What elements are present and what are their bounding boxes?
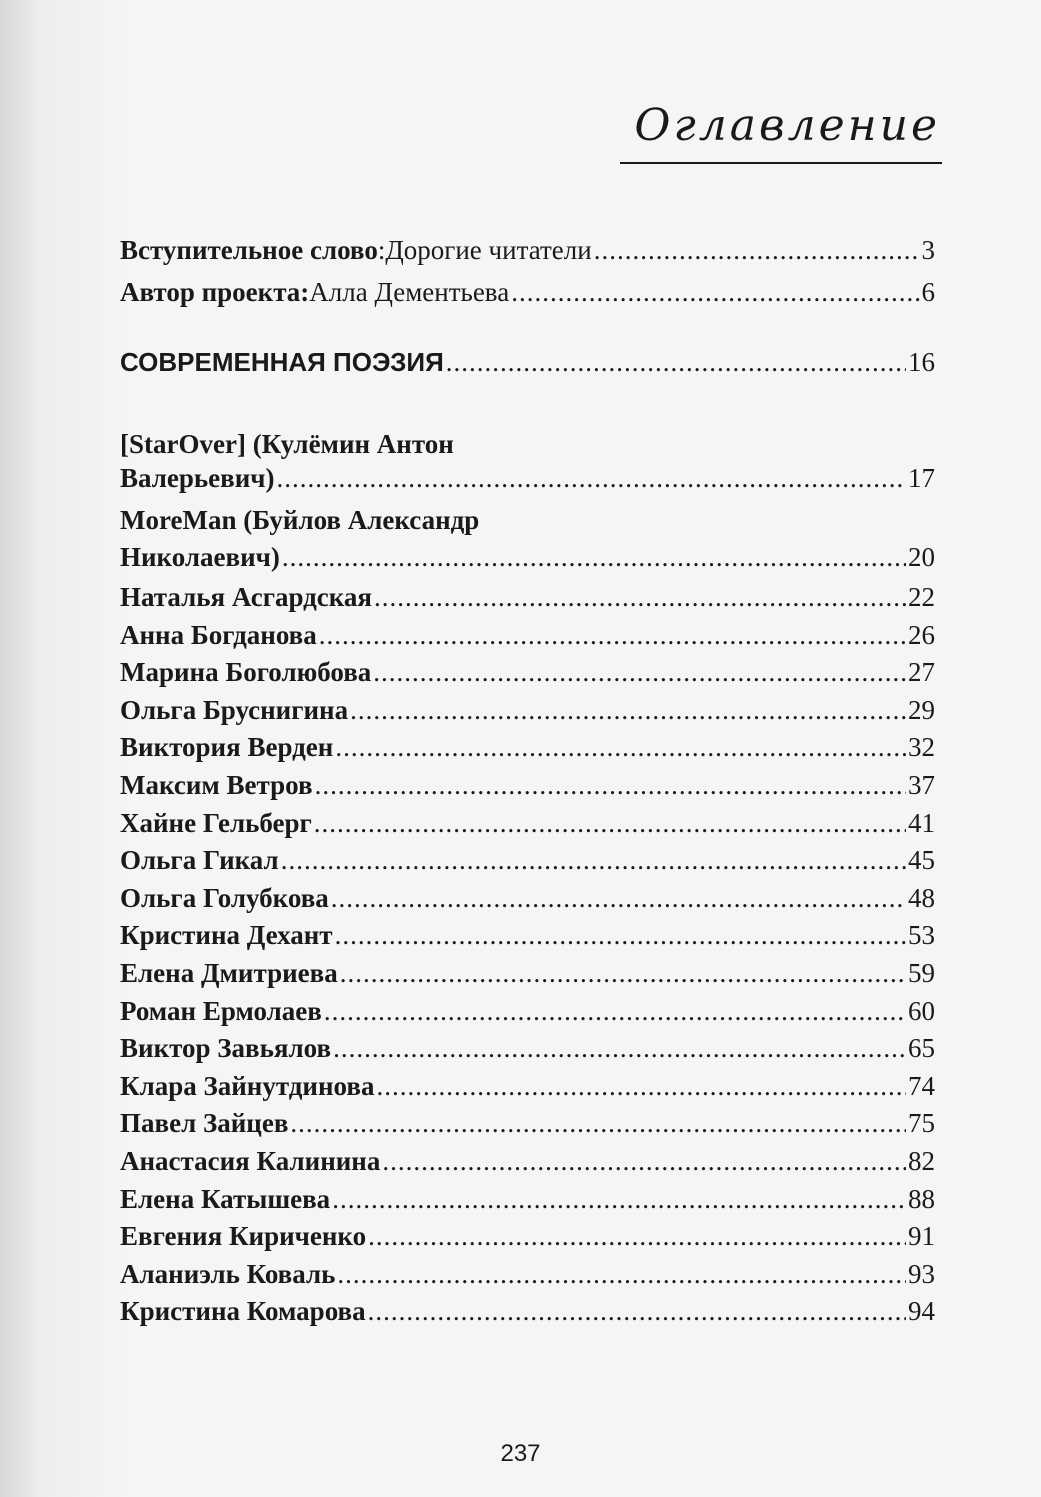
entry-title: Дорогие читатели [385,235,592,265]
page-ref: 29 [908,694,935,725]
toc-entry[interactable] [120,1254,935,1294]
section-label: СОВРЕМЕННАЯ ПОЭЗИЯ [120,347,444,377]
toc-entry[interactable] [120,953,935,993]
page-ref: 27 [908,657,935,688]
dot-leader [319,615,906,655]
entry-label: Ольга Голубкова [120,882,329,913]
toc-entry[interactable] [120,458,935,498]
dot-leader [368,1291,906,1331]
page-ref: 75 [908,1108,935,1139]
entry-label: Марина Боголюбова [120,657,372,688]
page-ref: 74 [908,1070,935,1101]
page-ref: 94 [908,1296,935,1327]
entry-label: Павел Зайцев [120,1108,289,1139]
dot-leader [332,1179,906,1219]
entry-label: Автор проекта: [120,277,310,307]
page-number: 237 [500,1440,541,1467]
dot-leader [333,1028,906,1068]
entry-label: Хайне Гельберг [120,807,312,838]
entry-label: Евгения Кириченко [120,1221,367,1252]
page-ref: 88 [908,1183,935,1214]
toc-entry[interactable] [120,765,935,805]
toc-entry[interactable] [120,840,935,880]
entry-label: Наталья Асгардская [120,582,373,612]
dot-leader [511,272,919,312]
dot-leader [282,537,906,577]
toc-entry[interactable] [120,537,935,577]
toc-entry[interactable] [120,991,935,1031]
entry-label: Анастасия Калинина [120,1146,381,1176]
dot-leader [331,878,906,918]
entry-label: Виктория Верден [120,732,334,763]
page-ref: 6 [921,277,935,307]
dot-leader [340,953,906,993]
toc-entry[interactable] [120,1179,935,1219]
page-ref: 20 [908,542,935,572]
entry-label: Елена Дмитриева [120,958,338,988]
entry-label: Анна Богданова [120,619,317,650]
page-ref: 37 [908,770,935,800]
entry-label: Ольга Гикал [120,845,279,876]
entry-label: Елена Катышева [120,1183,331,1214]
page-ref: 59 [908,958,935,988]
page-ref: 45 [908,845,935,876]
toc-entry-line1: MoreMan (Буйлов Александр [120,505,480,535]
entry-title: Алла Дементьева [309,277,510,307]
page-ref: 3 [921,235,935,265]
toc-entry[interactable] [120,652,935,692]
dot-leader [335,915,906,955]
dot-leader [290,1103,906,1143]
page-ref: 93 [908,1258,935,1289]
page-ref: 26 [908,619,935,650]
dot-leader [281,840,906,880]
toc-entry-intro[interactable] [120,230,935,270]
entry-label: Аланиэль Коваль [120,1258,336,1289]
entry-label: Вступительное слово [120,235,378,265]
dot-leader [324,991,906,1031]
entry-label: Клара Зайнутдинова [120,1070,375,1101]
toc-entry[interactable] [120,615,935,655]
toc-entry[interactable] [120,727,935,767]
toc-section-poetry[interactable] [120,342,935,382]
page-ref: 48 [908,882,935,913]
toc-entry[interactable] [120,577,935,617]
entry-label: Валерьевич) [120,463,275,493]
toc-entry[interactable] [120,878,935,918]
dot-leader [350,690,906,730]
dot-leader [335,727,906,767]
dot-leader [373,652,906,692]
toc-entry[interactable] [120,1103,935,1143]
toc-entry[interactable] [120,1141,935,1181]
table-of-contents [120,0,935,1400]
entry-label: Виктор Завьялов [120,1033,332,1064]
toc-entry[interactable] [120,1028,935,1068]
dot-leader [314,803,906,843]
toc-entry[interactable] [120,915,935,955]
toc-entry-line1: [StarOver] (Кулёмин Антон [120,429,454,459]
dot-leader [374,577,906,617]
toc-entry[interactable] [120,690,935,730]
page-ref: 60 [908,995,935,1026]
toc-entry[interactable] [120,1216,935,1256]
toc-entry-author[interactable] [120,272,935,312]
entry-separator: : [377,235,386,265]
dot-leader [337,1254,906,1294]
page-ref: 53 [908,920,935,951]
entry-label: Ольга Бруснигина [120,694,349,725]
entry-label: Кристина Комарова [120,1296,366,1327]
page-ref: 82 [908,1146,935,1176]
page-ref: 41 [908,807,935,838]
toc-entry[interactable] [120,1066,935,1106]
page-ref: 65 [908,1033,935,1064]
page-ref: 16 [908,347,935,377]
dot-leader [277,458,906,498]
page-ref: 22 [908,582,935,612]
toc-title: Оглавление [634,100,940,151]
toc-entry[interactable] [120,803,935,843]
page-ref: 17 [908,463,935,493]
dot-leader [594,230,920,270]
dot-leader [382,1141,906,1181]
entry-label: Максим Ветров [120,770,313,800]
page-ref: 91 [908,1221,935,1252]
toc-entry[interactable] [120,1291,935,1331]
dot-leader [446,342,906,382]
page-ref: 32 [908,732,935,763]
dot-leader [315,765,906,805]
entry-label: Роман Ермолаев [120,995,322,1026]
entry-label: Кристина Дехант [120,920,333,951]
dot-leader [376,1066,906,1106]
entry-label: Николаевич) [120,542,280,572]
dot-leader [368,1216,906,1256]
